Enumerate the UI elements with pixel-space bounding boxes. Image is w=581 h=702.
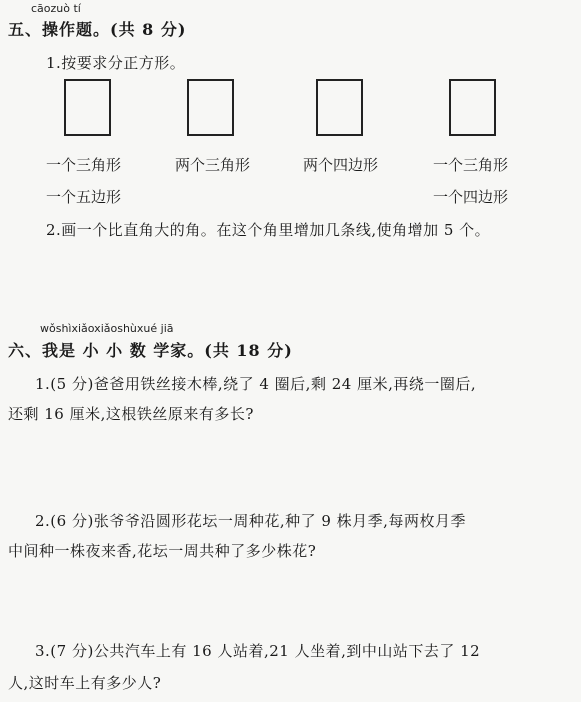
- s6-q1-line1: 1.(5 分)爸爸用铁丝接木棒,绕了 4 圈后,剩 24 厘米,再绕一圈后,: [35, 375, 477, 393]
- s6-q2-line1: 2.(6 分)张爷爷沿圆形花坛一周种花,种了 9 株月季,每两枚月季: [35, 512, 466, 530]
- square-1[interactable]: [64, 79, 111, 136]
- square-2[interactable]: [187, 79, 234, 136]
- section5-title: 五、操作题。(共 8 分): [8, 20, 187, 39]
- section6-title: 六、我是 小 小 数 学家。(共 18 分): [8, 341, 293, 360]
- q1-prompt: 1.按要求分正方形。: [46, 54, 186, 72]
- square-1-label-1: 一个三角形: [46, 156, 122, 174]
- s6-q3-line2: 人,这时车上有多少人?: [8, 674, 162, 692]
- section6-pinyin: wǒshìxiǎoxiǎoshùxué jiā: [40, 322, 174, 335]
- square-4[interactable]: [449, 79, 496, 136]
- square-3-label: 两个四边形: [303, 156, 379, 174]
- square-4-label-1: 一个三角形: [433, 156, 509, 174]
- square-1-label-2: 一个五边形: [46, 188, 122, 206]
- s6-q1-line2: 还剩 16 厘米,这根铁丝原来有多长?: [8, 405, 254, 423]
- square-3[interactable]: [316, 79, 363, 136]
- square-4-label-2: 一个四边形: [433, 188, 509, 206]
- section5-pinyin: cāozuò tí: [31, 2, 81, 15]
- s6-q3-line1: 3.(7 分)公共汽车上有 16 人站着,21 人坐着,到中山站下去了 12: [35, 642, 481, 660]
- square-2-label: 两个三角形: [175, 156, 251, 174]
- q2-text: 2.画一个比直角大的角。在这个角里增加几条线,使角增加 5 个。: [46, 221, 491, 239]
- s6-q2-line2: 中间种一株夜来香,花坛一周共种了多少株花?: [8, 542, 317, 560]
